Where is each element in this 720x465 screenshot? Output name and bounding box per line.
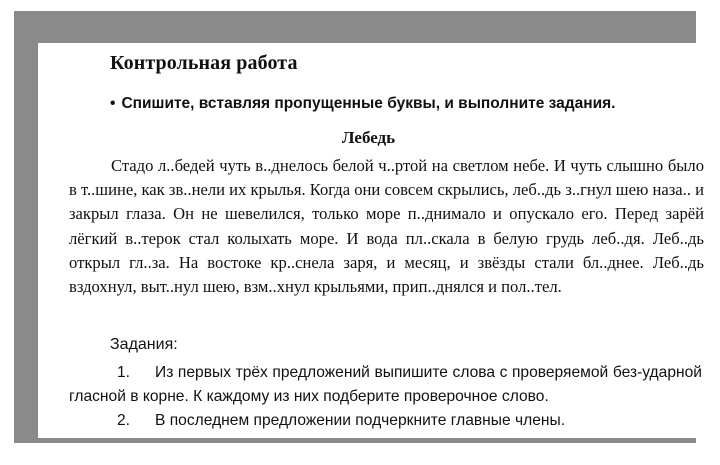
task-item-1	[69, 361, 702, 409]
text-title: Лебедь	[341, 128, 396, 147]
task-number: 2.	[117, 412, 131, 429]
task-text: Из первых трёх предложений выпишите слова с проверяемой без-ударной гласной в корне. К каждому из них подберите проверочное слово.	[69, 364, 702, 405]
instruction-text: Спишите, вставляя пропущенные буквы, и выполните задания.	[121, 95, 616, 112]
text-body: Стадо л..бедей чуть в..днелось белой ч..ртой на светлом небе. И чуть слышно было в т..шине, как зв..нели их крылья. Когда они совсем скрылись, леб..дь з..гнул шею наза.. и закрыл глаза. Он не шевелился, только море п..днимало и опускало его. Перед зарёй лёгкий в..терок стал колыхать море. И вода пл..скала в белую грудь леб..дя. Леб..дь открыл гл..за. На востоке кр..снела заря, и месяц, и звёзды стали бл..днее. Леб..дь вздохнул, выт..нул шею, взм..хнул крыльями, прип..днялся и пол..тел.	[69, 156, 704, 297]
instruction	[110, 95, 615, 113]
task-text: В последнем предложении подчеркните главные члены.	[155, 412, 566, 429]
tasks-heading: Задания:	[110, 336, 178, 353]
worksheet-frame	[14, 11, 704, 443]
worksheet-title: Контрольная работа	[110, 52, 298, 74]
task-item-2	[69, 409, 702, 433]
instruction-bullet: •	[110, 95, 116, 112]
worksheet-page	[38, 43, 704, 438]
task-number: 1.	[117, 364, 131, 381]
